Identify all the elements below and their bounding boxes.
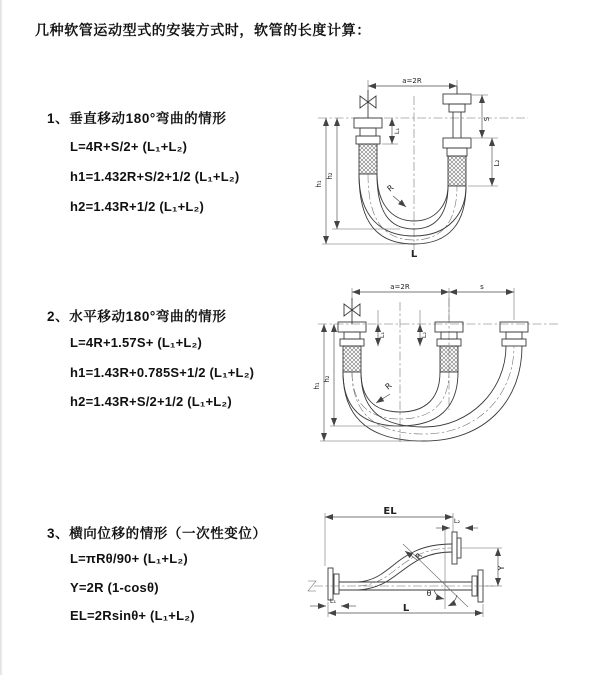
radius-label-R: R: [413, 551, 425, 562]
section-2-formula-h2: h2=1.43R+S/2+1/2 (L₁+L₂): [70, 394, 232, 409]
section-1-formula-L: L=4R+S/2+ (L₁+L₂): [70, 139, 188, 154]
diagram-lateral-displacement: [298, 502, 590, 650]
section-3-formula-EL: EL=2Rsinθ+ (L₁+L₂): [70, 608, 195, 623]
s-curve-hose-displaced: [358, 544, 452, 590]
radius-label-R: R: [385, 183, 396, 194]
section-2-formula-L: L=4R+1.57S+ (L₁+L₂): [70, 335, 203, 350]
right-fitting: [443, 86, 471, 186]
braided-hose-section: [359, 144, 377, 174]
dim-label-L2: L₂: [453, 517, 461, 525]
section-1-formula-h1: h1=1.432R+S/2+1/2 (L₁+L₂): [70, 169, 240, 184]
radius-leader: [393, 196, 406, 207]
page-title: 几种软管运动型式的安装方式时，软管的长度计算：: [35, 22, 371, 38]
section-2-heading: 2、水平移动180°弯曲的情形: [47, 309, 227, 324]
left-fitting: [354, 118, 382, 174]
dim-label-h2: h₂: [326, 172, 334, 180]
dim-label-L2: L₂: [493, 159, 501, 167]
section-3-formula-L: L=πRθ/90+ (L₁+L₂): [70, 551, 188, 566]
middle-fitting: [435, 322, 463, 372]
dim-label-L2: L₂: [420, 331, 428, 339]
upper-flange-displaced: [452, 532, 461, 564]
left-flange: [328, 568, 339, 600]
dim-label-L1: L₁: [329, 597, 337, 605]
dim-label-h1: h₁: [313, 382, 321, 390]
dim-label-a2r: a=2R: [390, 283, 410, 291]
angle-arc-arrow: [434, 590, 444, 599]
braided-hose-section: [440, 346, 458, 372]
section-1-heading: 1、垂直移动180°弯曲的情形: [47, 111, 227, 126]
dim-label-S: S: [483, 116, 491, 122]
diagram-vertical-180-bend: [310, 72, 585, 260]
section-3-formula-Y: Y=2R (1-cosθ): [70, 580, 159, 595]
dim-label-h2: h₂: [323, 375, 331, 383]
dim-label-L1: L₁: [378, 331, 386, 339]
angle-label-theta: θ: [426, 589, 432, 598]
radius-leader: [376, 394, 390, 403]
braided-hose-section: [448, 156, 466, 186]
u-hose-position-1: [343, 372, 458, 426]
dim-label-s: s: [480, 283, 484, 291]
braided-hose-section: [343, 346, 361, 372]
dim-label-Y: Y: [497, 565, 506, 571]
angle-arc-arrow: [448, 595, 457, 606]
dim-label-a2r: a=2R: [402, 77, 422, 85]
radius-label-R: R: [383, 381, 394, 392]
section-2-formula-h1: h1=1.43R+0.785S+1/2 (L₁+L₂): [70, 365, 255, 380]
section-1-formula-h2: h2=1.43R+1/2 (L₁+L₂): [70, 199, 205, 214]
dim-label-L: L: [402, 603, 410, 614]
diagram-horizontal-180-bend: [312, 282, 592, 450]
dim-label-h1: h₁: [315, 180, 323, 188]
left-fitting: [338, 322, 366, 372]
section-3-heading: 3、横向位移的情形（一次性变位）: [47, 526, 267, 541]
right-fitting-moved: [500, 322, 528, 346]
page-edge-shade: [0, 0, 3, 675]
dim-label-L1: L₁: [393, 127, 401, 135]
dim-label-EL: EL: [383, 506, 397, 517]
dim-label-L: L: [410, 249, 418, 260]
u-hose-position-2: [343, 346, 522, 441]
